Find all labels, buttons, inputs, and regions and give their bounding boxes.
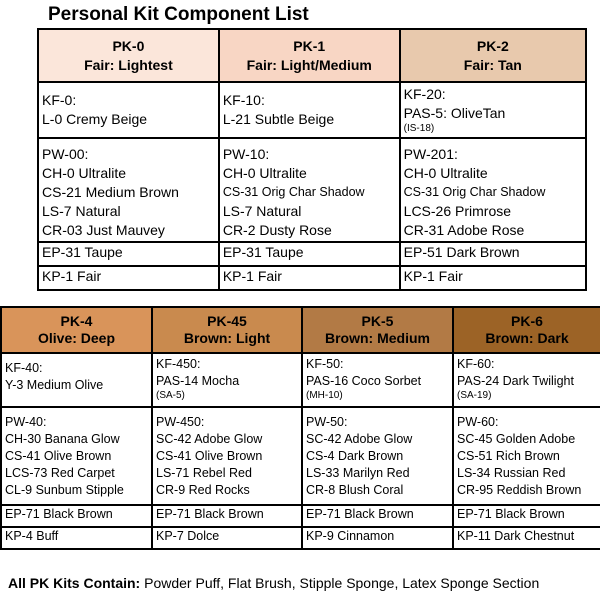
kf-cell: KF-0: L-0 Cremy Beige (38, 82, 219, 138)
ep-cell: EP-31 Taupe (38, 242, 219, 266)
kit-code: PK-1 (293, 37, 326, 54)
bottom-kit-table (0, 306, 600, 550)
footer-lead: All PK Kits Contain: (8, 575, 141, 591)
pw-cell: PW-40: CH-30 Banana Glow CS-41 Olive Brown LCS-73 Red Carpet CL-9 Sunbum Stipple (1, 407, 152, 505)
kit-header (38, 29, 219, 82)
kit-header (453, 307, 600, 353)
footer-note (8, 575, 539, 591)
pw-row (1, 407, 600, 505)
pw-cell: PW-450: SC-42 Adobe Glow CS-41 Olive Brown LS-71 Rebel Red CR-9 Red Rocks (152, 407, 302, 505)
pw-cell: PW-10: CH-0 Ultralite CS-31 Orig Char Shadow LS-7 Natural CR-2 Dusty Rose (219, 138, 400, 242)
kit-tone: Olive: Deep (37, 330, 116, 346)
kf-cell: KF-60: PAS-24 Dark Twilight (SA-19) (453, 353, 600, 407)
ep-cell: EP-71 Black Brown (152, 505, 302, 527)
kp-cell: KP-7 Dolce (152, 527, 302, 549)
kit-tone: Fair: Lightest (84, 56, 173, 73)
kf-row (38, 82, 586, 138)
kit-tone: Brown: Dark (485, 330, 569, 346)
kf-cell: KF-50: PAS-16 Coco Sorbet (MH-10) (302, 353, 453, 407)
page-title: Personal Kit Component List (48, 4, 309, 25)
pw-cell: PW-00: CH-0 Ultralite CS-21 Medium Brown LS-7 Natural CR-03 Just Mauvey (38, 138, 219, 242)
kp-cell: KP-11 Dark Chestnut (453, 527, 600, 549)
kit-header (302, 307, 453, 353)
kf-cell: KF-450: PAS-14 Mocha (SA-5) (152, 353, 302, 407)
kit-header (219, 29, 400, 82)
kit-header (152, 307, 302, 353)
kp-cell: KP-1 Fair (219, 266, 400, 290)
kp-row (1, 527, 600, 549)
header-row (1, 307, 600, 353)
pw-cell: PW-50: SC-42 Adobe Glow CS-4 Dark Brown LS-33 Marilyn Red CR-8 Blush Coral (302, 407, 453, 505)
kf-cell: KF-40: Y-3 Medium Olive (1, 353, 152, 407)
ep-cell: EP-71 Black Brown (1, 505, 152, 527)
kit-code: PK-0 (112, 37, 145, 54)
kit-code: PK-45 (207, 313, 247, 329)
kp-cell: KP-1 Fair (400, 266, 586, 290)
kit-tone: Brown: Medium (325, 330, 430, 346)
pw-cell: PW-201: CH-0 Ultralite CS-31 Orig Char Shadow LCS-26 Primrose CR-31 Adobe Rose (400, 138, 586, 242)
kit-tone: Fair: Light/Medium (246, 56, 372, 73)
header-row (38, 29, 586, 82)
kf-row (1, 353, 600, 407)
ep-row (38, 242, 586, 266)
kit-tone: Fair: Tan (463, 56, 522, 73)
kf-cell: KF-20: PAS-5: OliveTan (IS-18) (400, 82, 586, 138)
ep-cell: EP-31 Taupe (219, 242, 400, 266)
kit-tone: Brown: Light (183, 330, 271, 346)
kit-code: PK-2 (476, 37, 509, 54)
pw-row (38, 138, 586, 242)
ep-cell: EP-51 Dark Brown (400, 242, 586, 266)
kp-row (38, 266, 586, 290)
kp-cell: KP-9 Cinnamon (302, 527, 453, 549)
pw-cell: PW-60: SC-45 Golden Adobe CS-51 Rich Brown LS-34 Russian Red CR-95 Reddish Brown (453, 407, 600, 505)
kp-cell: KP-4 Buff (1, 527, 152, 549)
kit-code: PK-6 (511, 313, 543, 329)
kp-cell: KP-1 Fair (38, 266, 219, 290)
ep-cell: EP-71 Black Brown (453, 505, 600, 527)
top-kit-table (37, 28, 587, 291)
ep-cell: EP-71 Black Brown (302, 505, 453, 527)
footer-text: Powder Puff, Flat Brush, Stipple Sponge, Latex Sponge Section (140, 575, 540, 591)
kit-header (1, 307, 152, 353)
kf-cell: KF-10: L-21 Subtle Beige (219, 82, 400, 138)
ep-row (1, 505, 600, 527)
kit-code: PK-5 (361, 313, 394, 329)
kit-header (400, 29, 586, 82)
kit-code: PK-4 (60, 313, 93, 329)
